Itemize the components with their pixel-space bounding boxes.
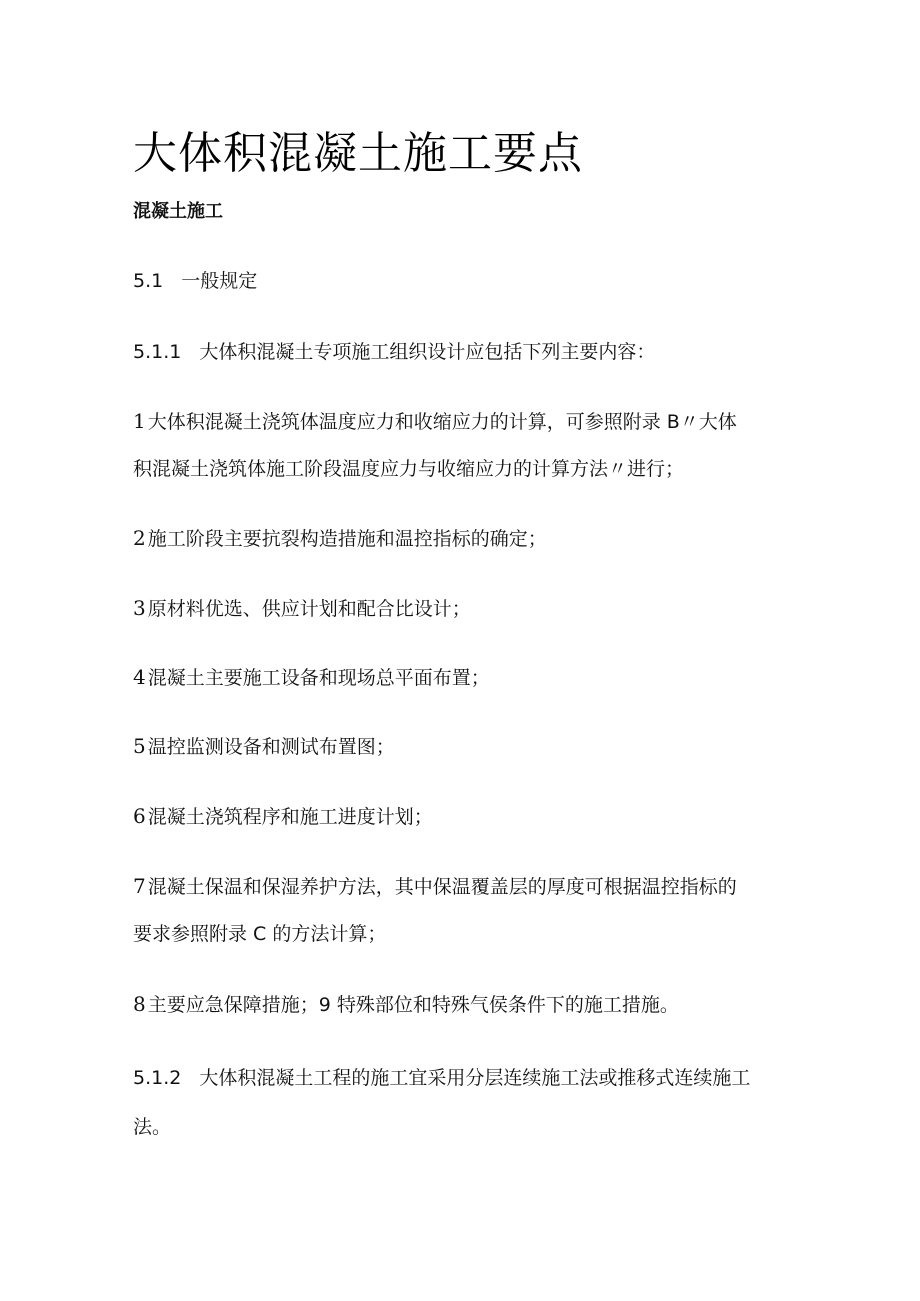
list-item-text: 原材料优选、供应计划和配合比设计； [147,598,471,620]
list-item-text: 混凝土保温和保湿养护方法，其中保温覆盖层的厚度可根据温控指标的 [147,876,737,898]
list-item [133,409,737,434]
section-number: 5.1 [133,270,164,292]
list-item-continuation [133,457,684,481]
document-title: 大体积混凝土施工要点 [133,128,583,179]
list-item [133,526,547,551]
list-item-number: 2 [133,526,146,550]
list-item-text: 积混凝土浇筑体施工阶段温度应力与收缩应力的计算方法〃进行； [133,458,685,480]
section-heading [133,1066,750,1090]
list-item [133,874,737,899]
list-item-continuation [133,922,386,946]
section-title: 一般规定 [181,270,258,292]
list-item-number: 5 [133,734,146,758]
list-item [133,665,490,690]
list-item-number: 7 [133,874,146,898]
list-item-number: 4 [133,665,146,689]
section-heading [133,340,655,364]
section-continuation [133,1115,171,1139]
list-item-text: 要求参照附录 C 的方法计算； [133,923,387,945]
list-item-number: 8 [133,992,146,1016]
list-item-text: 混凝土浇筑程序和施工进度计划； [147,806,433,828]
section-text: 大体积混凝土工程的施工宜采用分层连续施工法或推移式连续施工 [199,1067,751,1089]
list-item-text: 大体积混凝土浇筑体温度应力和收缩应力的计算，可参照附录 B〃大体 [147,411,737,433]
list-item-text: 温控监测设备和测试布置图； [147,736,395,758]
section-text: 法。 [133,1116,172,1138]
list-item-text: 主要应急保障措施；9 特殊部位和特殊气侯条件下的施工措施。 [147,994,679,1016]
list-item [133,992,679,1017]
section-heading [133,269,257,293]
section-title: 大体积混凝土专项施工组织设计应包括下列主要内容： [199,341,656,363]
list-item-number: 1 [133,409,146,433]
document-subtitle: 混凝土施工 [133,201,223,222]
list-item-text: 施工阶段主要抗裂构造措施和温控指标的确定； [147,528,547,550]
list-item-number: 3 [133,596,146,620]
list-item-number: 6 [133,804,146,828]
list-item-text: 混凝土主要施工设备和现场总平面布置； [147,667,490,689]
list-item [133,596,471,621]
list-item [133,804,433,829]
section-number: 5.1.2 [133,1067,182,1089]
section-number: 5.1.1 [133,341,182,363]
list-item [133,734,395,759]
